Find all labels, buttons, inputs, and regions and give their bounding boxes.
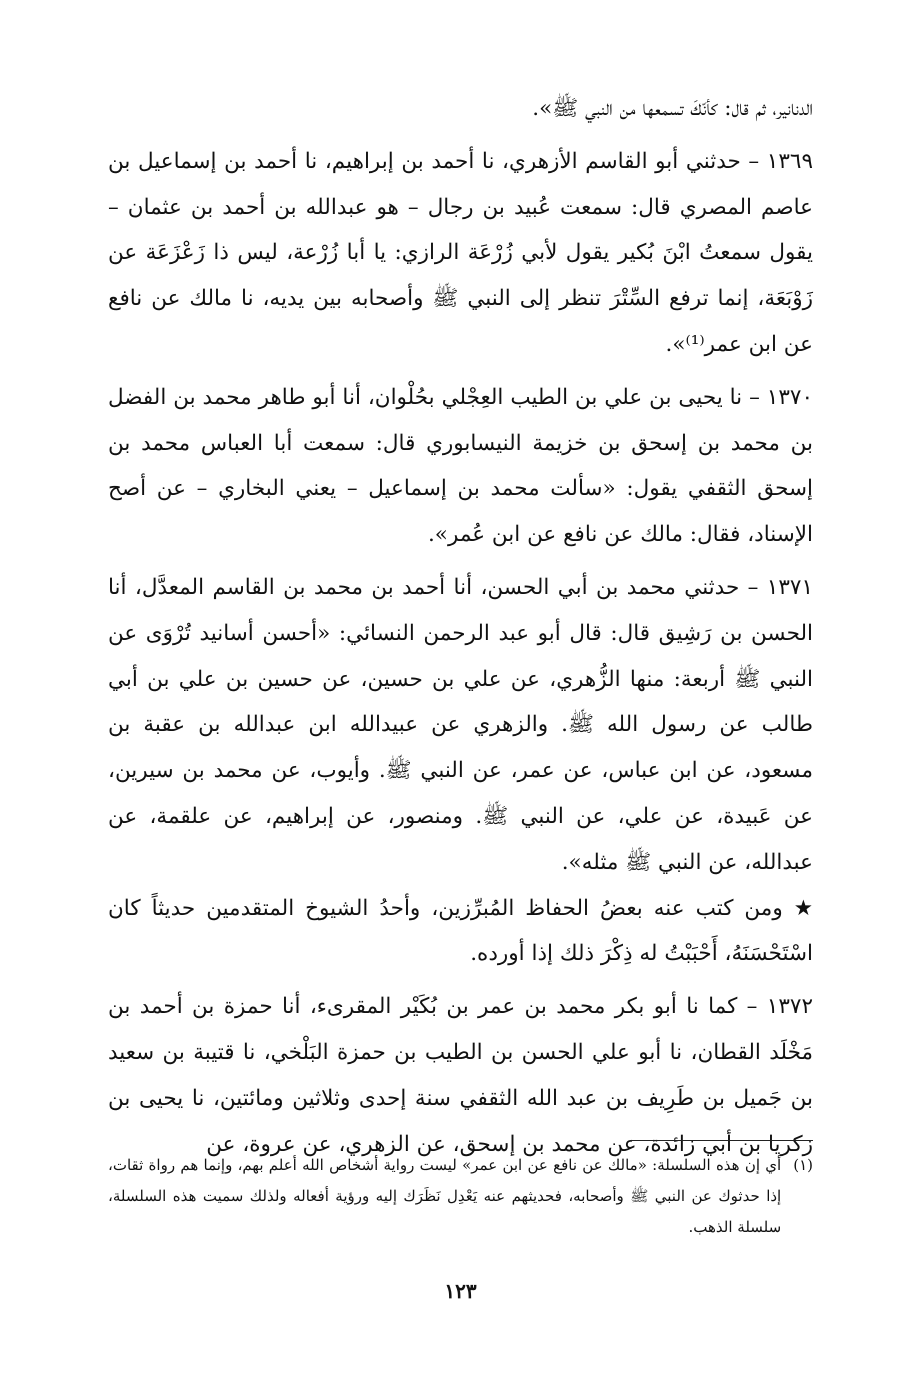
main-text xyxy=(108,86,813,1167)
editor-note: ★ ومن كتب عنه بعضُ الحفاظ المُبرِّزين، وأحدُ الشيوخ المتقدمين حديثاً كان اسْتَحْسَنَهُ، أَحْبَبْتُ له ذِكْرَ ذلك إذا أورده. xyxy=(108,895,813,967)
footnote-number: (١) xyxy=(793,1156,813,1174)
page-number: ١٢٣ xyxy=(444,1279,477,1303)
paragraph-continuation: الدنانير، ثم قال: كأنّكَ تسمعها من النبي ﷺ». xyxy=(532,96,813,121)
hadith-1371: ١٣٧١ – حدثني محمد بن أبي الحسن، أنا أحمد بن محمد بن القاسم المعدَّل، أنا الحسن بن رَشِيق قال: قال أبو عبد الرحمن النسائي: «أحسن أسانيد تُرْوَى عن النبي ﷺ أربعة: منها الزُّهري، عن علي بن حسين، عن حسين بن علي بن أبي طالب عن رسول الله ﷺ. والزهري عن عبيدالله ابن عبدالله بن عقبة بن مسعود، عن ابن عباس، عن عمر، عن النبي ﷺ. وأيوب، عن محمد بن سيرين، عن عَبيدة، عن علي، عن النبي ﷺ. ومنصور، عن إبراهيم، عن علقمة، عن عبدالله، عن النبي ﷺ مثله». xyxy=(108,574,813,875)
hadith-1369: ١٣٦٩ – حدثني أبو القاسم الأزهري، نا أحمد بن إبراهيم، نا أحمد بن إسماعيل بن عاصم المصري قال: سمعت عُبيد بن رجال – هو عبدالله بن أحمد بن عثمان – يقول سمعتُ ابْنَ بُكير يقول لأبي زُرْعَة الرازي: يا أبا زُرْعة، ليس ذا زَعْزَعَة عن زَوْبَعَة، إنما ترفع السِّتْرَ تنظر إلى النبي ﷺ وأصحابه بين يديه، نا مالك عن نافع عن ابن عمر⁽¹⁾». xyxy=(108,148,813,357)
hadith-1372: ١٣٧٢ – كما نا أبو بكر محمد بن عمر بن بُكَيْر المقرىء، أنا حمزة بن أحمد بن مَخْلَد القطان، نا أبو علي الحسن بن الطيب بن حمزة البَلْخي، نا قتيبة بن سعيد بن جَميل بن طَرِيف بن عبد الله الثقفي سنة إحدى وثلاثين ومائتين، نا يحيى بن زكريا بن أبي زائدة، عن محمد بن إسحق، عن الزهري، عن عروة، عن xyxy=(108,994,813,1157)
footnote-divider xyxy=(630,1140,813,1141)
footnote-text: أي إن هذه السلسلة: «مالك عن نافع عن ابن عمر» ليست رواية أشخاص الله أعلم بهم، وإنما هم رواة ثقات، إذا حدثوك عن النبي ﷺ وأصحابه، فحديثهم عنه يَعْدِل نَظَرَك إليه ورؤية أفعاله ولذلك سميت هذه السلسلة، سلسلة الذهب. xyxy=(108,1156,782,1236)
footnote-item xyxy=(108,1150,813,1243)
hadith-1370: ١٣٧٠ – نا يحيى بن علي بن الطيب العِجْلي بحُلْوان، أنا أبو طاهر محمد بن الفضل بن محمد بن إسحق بن خزيمة النيسابوري قال: سمعت أبا العباس محمد بن إسحق الثقفي يقول: «سألت محمد بن إسماعيل – يعني البخاري – عن أصح الإسناد، فقال: مالك عن نافع عن ابن عُمر». xyxy=(108,384,813,548)
footnotes xyxy=(108,1150,813,1243)
